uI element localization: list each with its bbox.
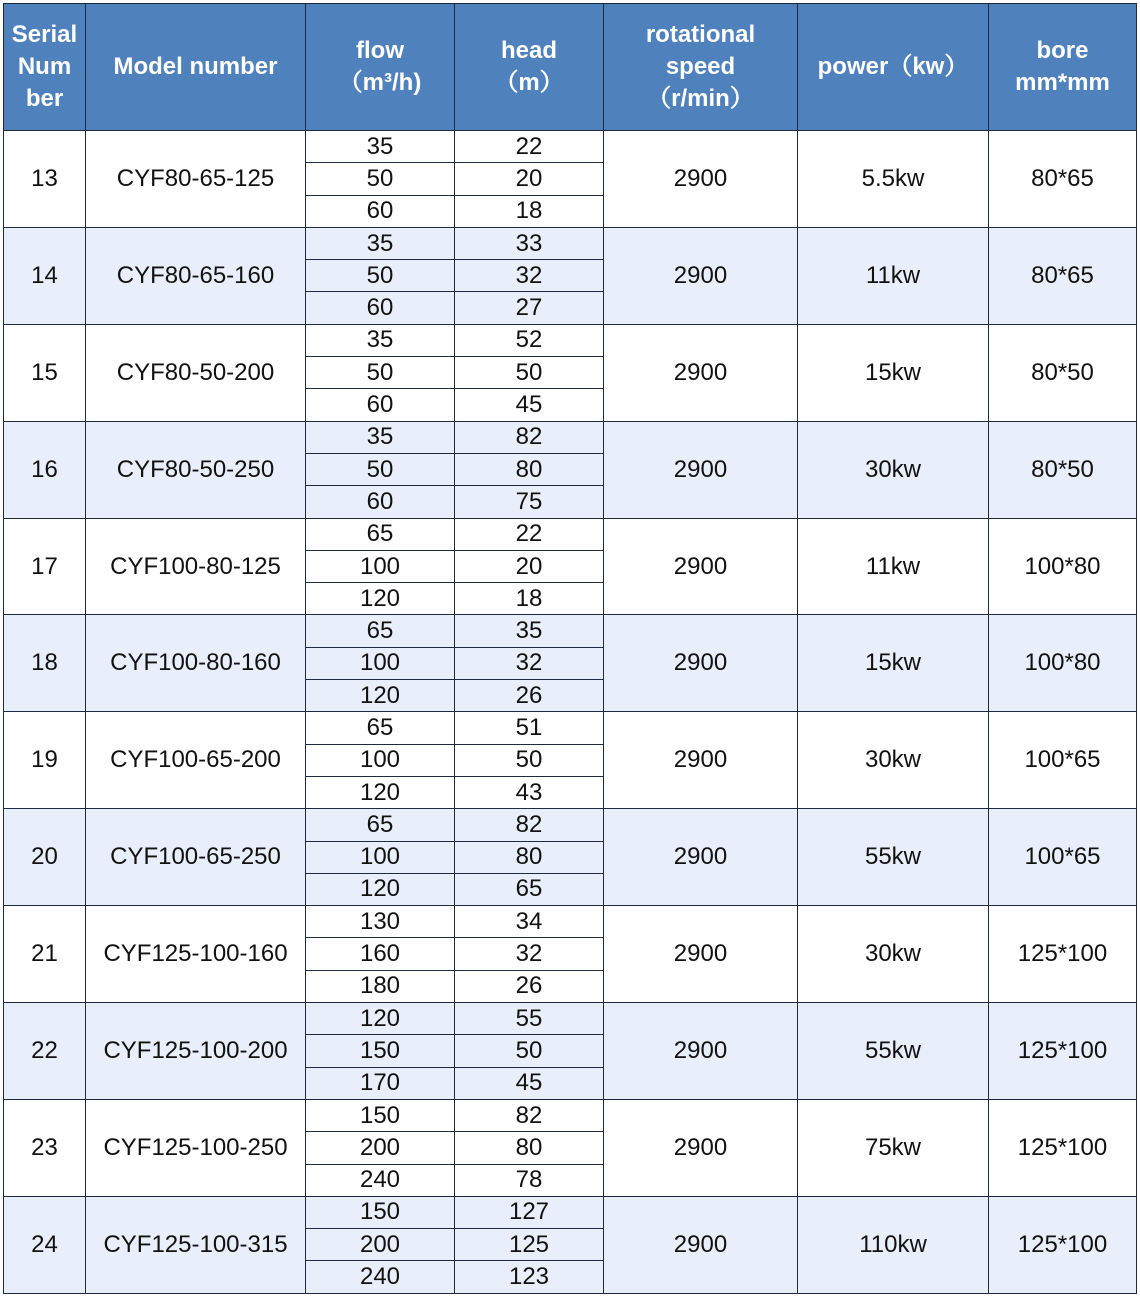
flow-cell: 150 bbox=[306, 1196, 455, 1228]
rotational-speed-cell: 2900 bbox=[604, 906, 798, 1003]
table-header bbox=[4, 4, 1137, 131]
head-cell: 75 bbox=[455, 486, 604, 518]
serial-number-cell: 22 bbox=[4, 1003, 86, 1100]
head-cell: 82 bbox=[455, 809, 604, 841]
model-number-cell: CYF80-50-250 bbox=[86, 421, 306, 518]
table-row bbox=[4, 324, 1137, 356]
header-model-number: Model number bbox=[86, 4, 306, 131]
head-cell: 26 bbox=[455, 680, 604, 712]
table-row bbox=[4, 421, 1137, 453]
table-body bbox=[4, 131, 1137, 1294]
rotational-speed-cell: 2900 bbox=[604, 1196, 798, 1293]
bore-cell: 80*50 bbox=[989, 421, 1137, 518]
head-cell: 65 bbox=[455, 873, 604, 905]
head-cell: 82 bbox=[455, 421, 604, 453]
header-flow: flow （m³/h) bbox=[306, 4, 455, 131]
model-number-cell: CYF100-80-160 bbox=[86, 615, 306, 712]
flow-cell: 120 bbox=[306, 1003, 455, 1035]
flow-cell: 100 bbox=[306, 744, 455, 776]
head-cell: 50 bbox=[455, 1035, 604, 1067]
flow-cell: 35 bbox=[306, 131, 455, 163]
model-number-cell: CYF80-65-160 bbox=[86, 227, 306, 324]
bore-cell: 100*65 bbox=[989, 809, 1137, 906]
flow-cell: 60 bbox=[306, 389, 455, 421]
table-row bbox=[4, 712, 1137, 744]
head-cell: 50 bbox=[455, 357, 604, 389]
rotational-speed-cell: 2900 bbox=[604, 421, 798, 518]
head-cell: 32 bbox=[455, 938, 604, 970]
table-row bbox=[4, 227, 1137, 259]
bore-cell: 100*80 bbox=[989, 518, 1137, 615]
flow-cell: 180 bbox=[306, 970, 455, 1002]
table-row bbox=[4, 1099, 1137, 1131]
power-cell: 55kw bbox=[798, 1003, 989, 1100]
flow-cell: 50 bbox=[306, 260, 455, 292]
bore-cell: 80*50 bbox=[989, 324, 1137, 421]
power-cell: 5.5kw bbox=[798, 131, 989, 228]
flow-cell: 100 bbox=[306, 647, 455, 679]
rotational-speed-cell: 2900 bbox=[604, 227, 798, 324]
flow-cell: 50 bbox=[306, 453, 455, 485]
table-row bbox=[4, 1003, 1137, 1035]
bore-cell: 80*65 bbox=[989, 131, 1137, 228]
flow-cell: 60 bbox=[306, 292, 455, 324]
rotational-speed-cell: 2900 bbox=[604, 324, 798, 421]
table-row bbox=[4, 1196, 1137, 1228]
flow-cell: 50 bbox=[306, 163, 455, 195]
flow-cell: 160 bbox=[306, 938, 455, 970]
serial-number-cell: 16 bbox=[4, 421, 86, 518]
flow-cell: 120 bbox=[306, 583, 455, 615]
head-cell: 26 bbox=[455, 970, 604, 1002]
head-cell: 45 bbox=[455, 389, 604, 421]
head-cell: 34 bbox=[455, 906, 604, 938]
flow-cell: 65 bbox=[306, 712, 455, 744]
model-number-cell: CYF100-65-200 bbox=[86, 712, 306, 809]
table-row bbox=[4, 131, 1137, 163]
flow-cell: 200 bbox=[306, 1229, 455, 1261]
power-cell: 30kw bbox=[798, 421, 989, 518]
flow-cell: 65 bbox=[306, 615, 455, 647]
flow-cell: 35 bbox=[306, 324, 455, 356]
pump-spec-table bbox=[3, 3, 1137, 1294]
head-cell: 35 bbox=[455, 615, 604, 647]
power-cell: 30kw bbox=[798, 906, 989, 1003]
model-number-cell: CYF125-100-250 bbox=[86, 1099, 306, 1196]
head-cell: 80 bbox=[455, 841, 604, 873]
model-number-cell: CYF80-65-125 bbox=[86, 131, 306, 228]
header-row bbox=[4, 4, 1137, 131]
head-cell: 43 bbox=[455, 776, 604, 808]
flow-cell: 150 bbox=[306, 1099, 455, 1131]
table-row bbox=[4, 809, 1137, 841]
head-cell: 82 bbox=[455, 1099, 604, 1131]
pump-spec-sheet bbox=[3, 3, 1137, 1294]
head-cell: 55 bbox=[455, 1003, 604, 1035]
head-cell: 78 bbox=[455, 1164, 604, 1196]
header-head: head （m） bbox=[455, 4, 604, 131]
flow-cell: 35 bbox=[306, 421, 455, 453]
head-cell: 80 bbox=[455, 453, 604, 485]
head-cell: 50 bbox=[455, 744, 604, 776]
head-cell: 127 bbox=[455, 1196, 604, 1228]
serial-number-cell: 19 bbox=[4, 712, 86, 809]
bore-cell: 80*65 bbox=[989, 227, 1137, 324]
header-serial-number: Serial Num ber bbox=[4, 4, 86, 131]
head-cell: 52 bbox=[455, 324, 604, 356]
flow-cell: 120 bbox=[306, 873, 455, 905]
flow-cell: 240 bbox=[306, 1261, 455, 1293]
power-cell: 11kw bbox=[798, 518, 989, 615]
flow-cell: 150 bbox=[306, 1035, 455, 1067]
flow-cell: 60 bbox=[306, 195, 455, 227]
head-cell: 123 bbox=[455, 1261, 604, 1293]
header-rotational-speed: rotational speed （r/min） bbox=[604, 4, 798, 131]
serial-number-cell: 17 bbox=[4, 518, 86, 615]
rotational-speed-cell: 2900 bbox=[604, 615, 798, 712]
flow-cell: 120 bbox=[306, 776, 455, 808]
head-cell: 20 bbox=[455, 550, 604, 582]
head-cell: 80 bbox=[455, 1132, 604, 1164]
head-cell: 32 bbox=[455, 260, 604, 292]
rotational-speed-cell: 2900 bbox=[604, 1099, 798, 1196]
flow-cell: 35 bbox=[306, 227, 455, 259]
flow-cell: 65 bbox=[306, 809, 455, 841]
model-number-cell: CYF100-80-125 bbox=[86, 518, 306, 615]
flow-cell: 170 bbox=[306, 1067, 455, 1099]
rotational-speed-cell: 2900 bbox=[604, 712, 798, 809]
model-number-cell: CYF100-65-250 bbox=[86, 809, 306, 906]
head-cell: 22 bbox=[455, 131, 604, 163]
flow-cell: 65 bbox=[306, 518, 455, 550]
head-cell: 22 bbox=[455, 518, 604, 550]
head-cell: 18 bbox=[455, 195, 604, 227]
rotational-speed-cell: 2900 bbox=[604, 518, 798, 615]
flow-cell: 100 bbox=[306, 841, 455, 873]
serial-number-cell: 21 bbox=[4, 906, 86, 1003]
serial-number-cell: 20 bbox=[4, 809, 86, 906]
head-cell: 27 bbox=[455, 292, 604, 324]
flow-cell: 100 bbox=[306, 550, 455, 582]
table-row bbox=[4, 615, 1137, 647]
serial-number-cell: 14 bbox=[4, 227, 86, 324]
head-cell: 51 bbox=[455, 712, 604, 744]
serial-number-cell: 24 bbox=[4, 1196, 86, 1293]
table-row bbox=[4, 906, 1137, 938]
bore-cell: 125*100 bbox=[989, 1196, 1137, 1293]
flow-cell: 200 bbox=[306, 1132, 455, 1164]
power-cell: 15kw bbox=[798, 324, 989, 421]
bore-cell: 100*65 bbox=[989, 712, 1137, 809]
head-cell: 32 bbox=[455, 647, 604, 679]
power-cell: 75kw bbox=[798, 1099, 989, 1196]
head-cell: 45 bbox=[455, 1067, 604, 1099]
serial-number-cell: 18 bbox=[4, 615, 86, 712]
model-number-cell: CYF125-100-160 bbox=[86, 906, 306, 1003]
rotational-speed-cell: 2900 bbox=[604, 131, 798, 228]
power-cell: 11kw bbox=[798, 227, 989, 324]
model-number-cell: CYF125-100-315 bbox=[86, 1196, 306, 1293]
flow-cell: 60 bbox=[306, 486, 455, 518]
head-cell: 125 bbox=[455, 1229, 604, 1261]
head-cell: 18 bbox=[455, 583, 604, 615]
power-cell: 15kw bbox=[798, 615, 989, 712]
head-cell: 20 bbox=[455, 163, 604, 195]
bore-cell: 125*100 bbox=[989, 1003, 1137, 1100]
bore-cell: 100*80 bbox=[989, 615, 1137, 712]
header-bore: bore mm*mm bbox=[989, 4, 1137, 131]
header-power: power（kw） bbox=[798, 4, 989, 131]
power-cell: 30kw bbox=[798, 712, 989, 809]
power-cell: 110kw bbox=[798, 1196, 989, 1293]
bore-cell: 125*100 bbox=[989, 906, 1137, 1003]
head-cell: 33 bbox=[455, 227, 604, 259]
flow-cell: 130 bbox=[306, 906, 455, 938]
flow-cell: 50 bbox=[306, 357, 455, 389]
bore-cell: 125*100 bbox=[989, 1099, 1137, 1196]
serial-number-cell: 23 bbox=[4, 1099, 86, 1196]
table-row bbox=[4, 518, 1137, 550]
rotational-speed-cell: 2900 bbox=[604, 1003, 798, 1100]
flow-cell: 240 bbox=[306, 1164, 455, 1196]
serial-number-cell: 13 bbox=[4, 131, 86, 228]
flow-cell: 120 bbox=[306, 680, 455, 712]
power-cell: 55kw bbox=[798, 809, 989, 906]
rotational-speed-cell: 2900 bbox=[604, 809, 798, 906]
model-number-cell: CYF80-50-200 bbox=[86, 324, 306, 421]
model-number-cell: CYF125-100-200 bbox=[86, 1003, 306, 1100]
serial-number-cell: 15 bbox=[4, 324, 86, 421]
